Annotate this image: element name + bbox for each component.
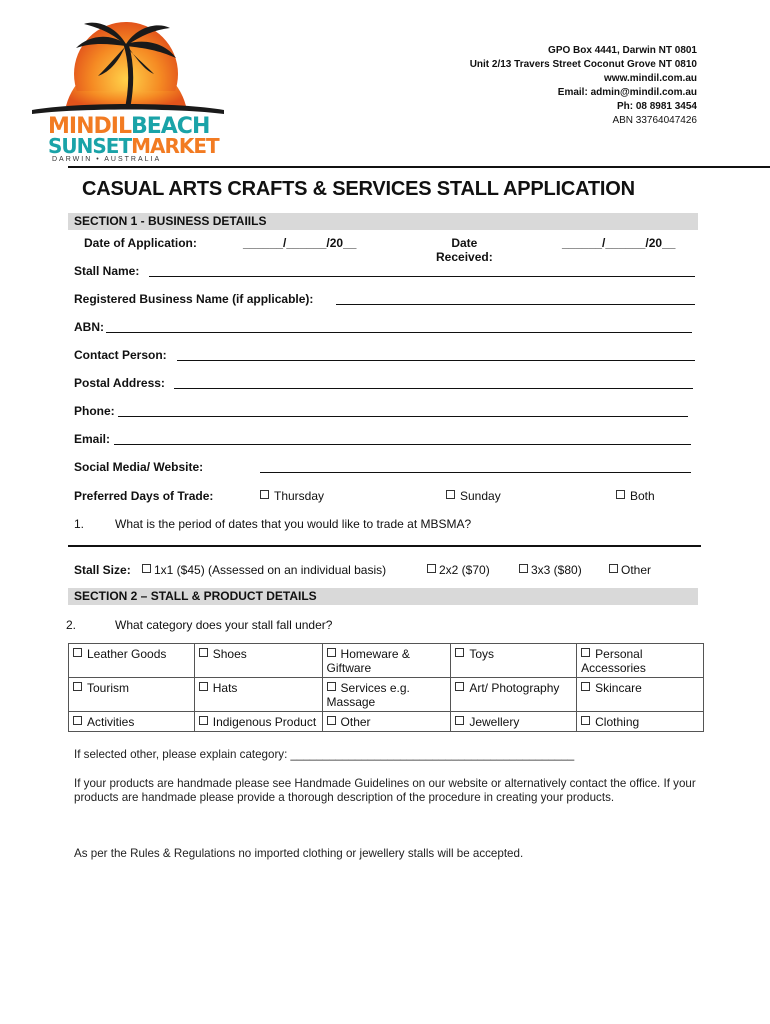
email-label: Email: (74, 432, 111, 446)
category-label: Art/ Photography (469, 681, 560, 695)
handmade-guidelines-paragraph: If your products are handmade please see Handmade Guidelines on our website or alternatively contact the office. If your products are handmade please provide a thorough description of the procedure in creating your products. (74, 777, 696, 804)
address-line: Unit 2/13 Travers Street Coconut Grove NT 0810 (469, 59, 697, 70)
social-media-field[interactable] (260, 472, 691, 473)
checkbox-icon[interactable] (73, 716, 82, 725)
checkbox-icon[interactable] (260, 490, 269, 499)
date-of-application-field[interactable]: ______/______/20__ (243, 236, 357, 250)
question-1-text: What is the period of dates that you would like to trade at MBSMA? (115, 517, 472, 531)
checkbox-icon[interactable] (199, 682, 208, 691)
checkbox-icon[interactable] (427, 564, 436, 573)
contact-person-label: Contact Person: (74, 348, 167, 362)
phone-text: Ph: 08 8981 3454 (616, 101, 697, 112)
checkbox-icon[interactable] (446, 490, 455, 499)
registered-business-field[interactable] (336, 304, 695, 305)
date-received-label-line: Received: (436, 250, 493, 264)
category-label: Personal Accessories (581, 647, 646, 675)
category-cell[interactable] (69, 678, 195, 712)
size-1x1-option[interactable] (142, 563, 386, 577)
email-link[interactable]: Email: admin@mindil.com.au (557, 87, 697, 98)
section-1-heading: SECTION 1 - BUSINESS DETAIILS (68, 213, 698, 230)
category-label: Homeware & Giftware (326, 647, 410, 675)
social-media-label: Social Media/ Website: (74, 460, 204, 474)
date-received-field[interactable]: ______/______/20__ (562, 236, 676, 250)
size-3x3-option[interactable] (519, 563, 582, 577)
checkbox-icon[interactable] (455, 682, 464, 691)
postal-address-label: Postal Address: (74, 376, 165, 390)
abn-label: ABN: (74, 320, 104, 334)
option-label: Other (621, 563, 652, 577)
stall-size-label: Stall Size: (74, 563, 131, 577)
category-label: Tourism (87, 681, 130, 695)
abn-field[interactable] (106, 332, 692, 333)
table-row (69, 678, 704, 712)
category-label: Indigenous Product (212, 715, 317, 729)
logo-subtitle: DARWIN • AUSTRALIA (52, 156, 162, 163)
header-divider (68, 166, 770, 168)
table-row (69, 712, 704, 732)
category-label: Toys (469, 647, 494, 661)
stall-name-field[interactable] (149, 276, 695, 277)
checkbox-icon[interactable] (519, 564, 528, 573)
section-2-heading: SECTION 2 – STALL & PRODUCT DETAILS (68, 588, 698, 605)
table-row (69, 644, 704, 678)
abn-text: ABN 33764047426 (612, 115, 697, 126)
option-label: Both (630, 489, 655, 503)
option-label: Sunday (460, 489, 501, 503)
question-1-number: 1. (74, 517, 85, 531)
checkbox-icon[interactable] (327, 716, 336, 725)
category-label: Clothing (595, 715, 640, 729)
category-label: Jewellery (469, 715, 520, 729)
question-2-text: What category does your stall fall under? (115, 618, 333, 632)
checkbox-icon[interactable] (616, 490, 625, 499)
checkbox-icon[interactable] (73, 682, 82, 691)
category-cell[interactable] (69, 712, 195, 732)
category-cell[interactable] (194, 712, 322, 732)
logo-wordmark-line1: MINDILBEACH (48, 114, 210, 139)
category-cell[interactable] (194, 678, 322, 712)
category-cell[interactable] (69, 644, 195, 678)
category-cell[interactable] (577, 644, 704, 678)
category-table (68, 643, 704, 732)
checkbox-icon[interactable] (199, 716, 208, 725)
phone-label: Phone: (74, 404, 115, 418)
checkbox-icon[interactable] (327, 682, 336, 691)
size-other-option[interactable] (609, 563, 651, 577)
logo-wordmark-line2: SUNSETMARKET (48, 134, 219, 158)
category-label: Skincare (595, 681, 642, 695)
contact-address-block (470, 44, 697, 128)
registered-business-label: Registered Business Name (if applicable): (74, 292, 314, 306)
date-of-application-label: Date of Application: (84, 236, 197, 250)
question-2-number: 2. (66, 618, 77, 632)
rules-paragraph: As per the Rules & Regulations no imported clothing or jewellery stalls will be accepted. (74, 847, 524, 860)
category-cell[interactable] (577, 678, 704, 712)
stall-name-label: Stall Name: (74, 264, 140, 278)
contact-person-field[interactable] (177, 360, 695, 361)
day-thursday-option[interactable] (260, 489, 324, 503)
preferred-days-label: Preferred Days of Trade: (74, 489, 214, 503)
category-cell[interactable] (451, 712, 577, 732)
checkbox-icon[interactable] (455, 648, 464, 657)
checkbox-icon[interactable] (73, 648, 82, 657)
option-label: 1x1 ($45) (Assessed on an individual basis) (154, 563, 387, 577)
checkbox-icon[interactable] (609, 564, 618, 573)
page-title: CASUAL ARTS CRAFTS & SERVICES STALL APPLICATION (82, 178, 635, 200)
checkbox-icon[interactable] (581, 648, 590, 657)
other-category-explain[interactable]: If selected other, please explain category: ____________________________________________ (74, 748, 575, 761)
size-2x2-option[interactable] (427, 563, 490, 577)
category-cell[interactable] (451, 644, 577, 678)
option-label: Thursday (274, 489, 325, 503)
day-both-option[interactable] (616, 489, 655, 503)
category-cell[interactable] (577, 712, 704, 732)
category-label: Shoes (212, 647, 247, 661)
option-label: 3x3 ($80) (531, 563, 582, 577)
checkbox-icon[interactable] (142, 564, 151, 573)
category-cell[interactable] (322, 678, 451, 712)
checkbox-icon[interactable] (581, 682, 590, 691)
option-label: 2x2 ($70) (439, 563, 490, 577)
category-label: Services e.g. Massage (326, 681, 410, 709)
category-label: Other (340, 715, 371, 729)
category-cell[interactable] (322, 644, 451, 678)
phone-field[interactable] (118, 416, 688, 417)
website-link[interactable]: www.mindil.com.au (604, 73, 697, 84)
checkbox-icon[interactable] (199, 648, 208, 657)
day-sunday-option[interactable] (446, 489, 501, 503)
checkbox-icon[interactable] (327, 648, 336, 657)
category-label: Leather Goods (87, 647, 167, 661)
email-field[interactable] (114, 444, 691, 445)
date-received-label-line: Date (451, 236, 478, 250)
category-label: Hats (212, 681, 238, 695)
question-1-answer-line[interactable] (68, 545, 701, 547)
checkbox-icon[interactable] (455, 716, 464, 725)
date-received-label (436, 236, 493, 264)
category-cell[interactable] (194, 644, 322, 678)
checkbox-icon[interactable] (581, 716, 590, 725)
category-cell[interactable] (322, 712, 451, 732)
postal-address-field[interactable] (174, 388, 693, 389)
address-line: GPO Box 4441, Darwin NT 0801 (548, 45, 697, 56)
category-cell[interactable] (451, 678, 577, 712)
category-label: Activities (87, 715, 135, 729)
